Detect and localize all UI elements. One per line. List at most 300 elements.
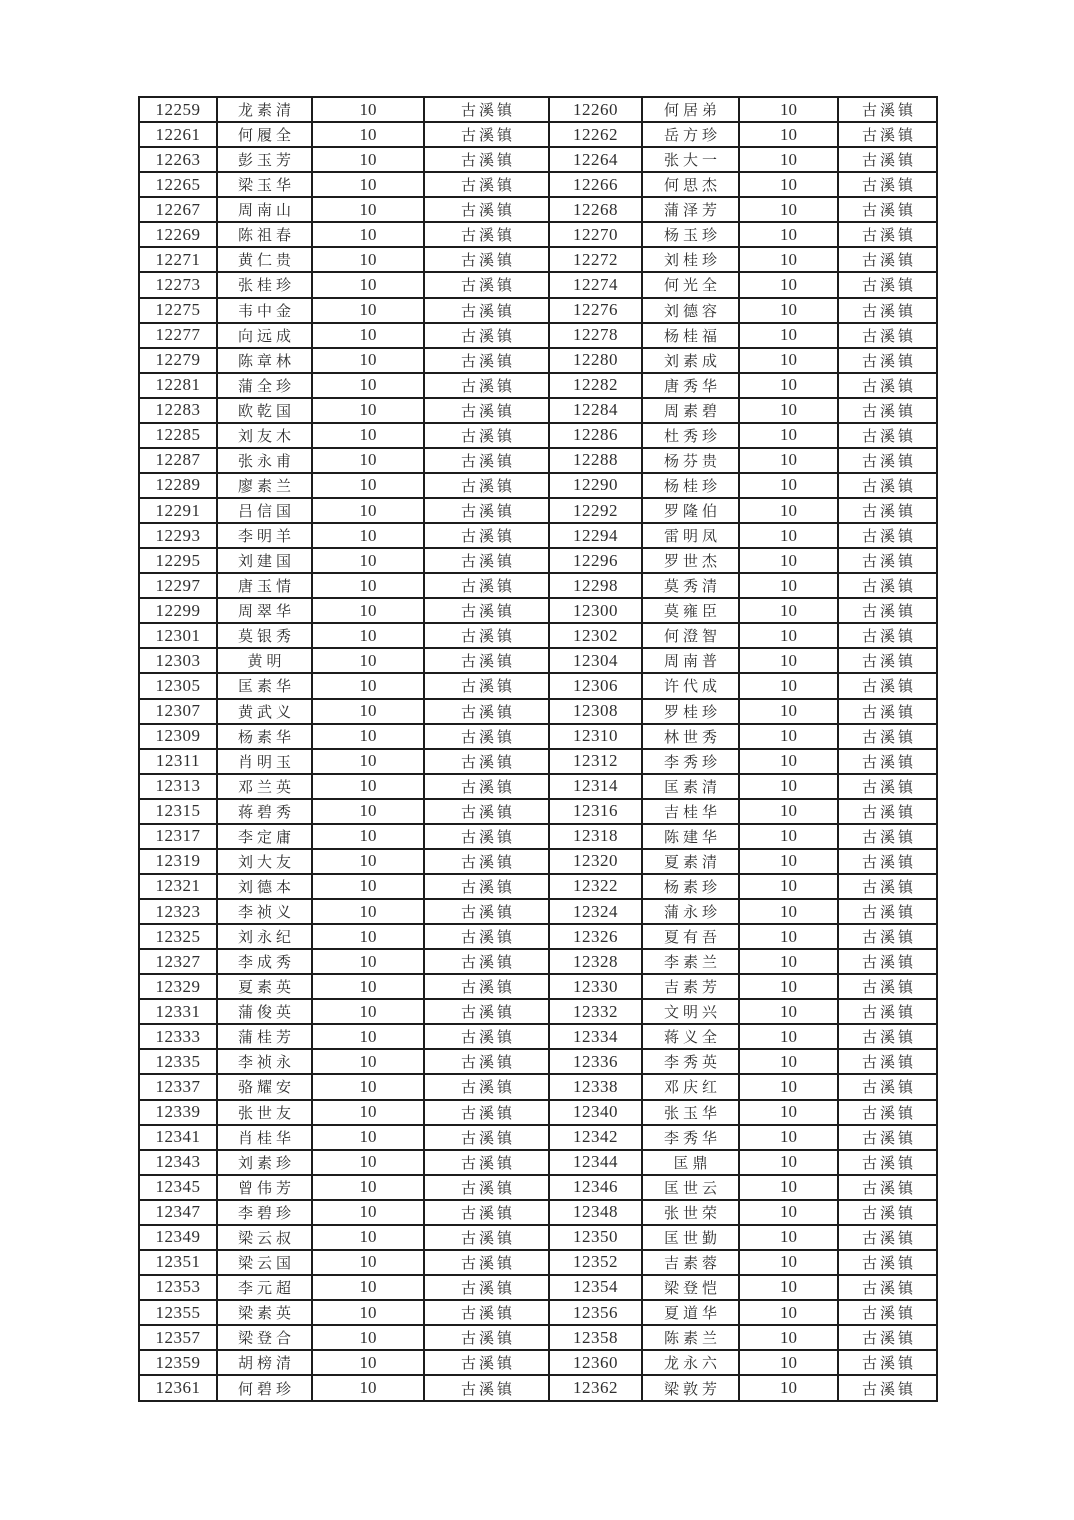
- cell-town: 古溪镇: [424, 323, 549, 348]
- cell-id: 12273: [139, 272, 217, 297]
- cell-amount: 10: [739, 247, 838, 272]
- cell-town: 古溪镇: [838, 398, 937, 423]
- cell-id: 12331: [139, 999, 217, 1024]
- table-row: [139, 448, 937, 473]
- cell-name: 刘永纪: [217, 924, 312, 949]
- cell-town: 古溪镇: [424, 699, 549, 724]
- cell-amount: 10: [739, 598, 838, 623]
- cell-town: 古溪镇: [424, 949, 549, 974]
- cell-amount: 10: [739, 147, 838, 172]
- cell-amount: 10: [312, 348, 424, 373]
- cell-amount: 10: [312, 774, 424, 799]
- cell-name: 莫秀清: [642, 573, 739, 598]
- cell-name: 梁登恺: [642, 1275, 739, 1300]
- cell-amount: 10: [739, 749, 838, 774]
- cell-amount: 10: [739, 1049, 838, 1074]
- cell-id: 12287: [139, 448, 217, 473]
- cell-amount: 10: [312, 573, 424, 598]
- cell-town: 古溪镇: [424, 598, 549, 623]
- cell-id: 12346: [549, 1175, 642, 1200]
- cell-town: 古溪镇: [838, 1275, 937, 1300]
- cell-town: 古溪镇: [838, 122, 937, 147]
- cell-town: 古溪镇: [424, 1049, 549, 1074]
- cell-id: 12293: [139, 523, 217, 548]
- cell-name: 刘建国: [217, 548, 312, 573]
- cell-name: 李碧珍: [217, 1200, 312, 1225]
- cell-id: 12312: [549, 749, 642, 774]
- cell-town: 古溪镇: [424, 1074, 549, 1099]
- cell-town: 古溪镇: [838, 1074, 937, 1099]
- cell-amount: 10: [739, 623, 838, 648]
- cell-amount: 10: [739, 1350, 838, 1375]
- cell-town: 古溪镇: [838, 222, 937, 247]
- table-row: [139, 799, 937, 824]
- cell-name: 杨玉珍: [642, 222, 739, 247]
- cell-amount: 10: [312, 373, 424, 398]
- cell-amount: 10: [312, 298, 424, 323]
- table-row: [139, 1175, 937, 1200]
- table-row: [139, 724, 937, 749]
- table-row: [139, 774, 937, 799]
- cell-id: 12306: [549, 673, 642, 698]
- cell-name: 何光全: [642, 272, 739, 297]
- cell-amount: 10: [739, 949, 838, 974]
- cell-name: 罗世杰: [642, 548, 739, 573]
- cell-town: 古溪镇: [424, 1300, 549, 1325]
- cell-amount: 10: [312, 1150, 424, 1175]
- cell-town: 古溪镇: [838, 724, 937, 749]
- cell-town: 古溪镇: [838, 699, 937, 724]
- cell-amount: 10: [739, 874, 838, 899]
- cell-name: 匡世勤: [642, 1225, 739, 1250]
- cell-amount: 10: [739, 1275, 838, 1300]
- cell-id: 12335: [139, 1049, 217, 1074]
- cell-town: 古溪镇: [424, 1325, 549, 1350]
- cell-name: 莫雍臣: [642, 598, 739, 623]
- cell-name: 彭玉芳: [217, 147, 312, 172]
- cell-name: 刘桂珍: [642, 247, 739, 272]
- cell-name: 蒋碧秀: [217, 799, 312, 824]
- cell-amount: 10: [312, 1225, 424, 1250]
- cell-town: 古溪镇: [424, 849, 549, 874]
- cell-amount: 10: [739, 573, 838, 598]
- cell-name: 刘友木: [217, 423, 312, 448]
- cell-town: 古溪镇: [424, 1275, 549, 1300]
- cell-town: 古溪镇: [838, 1024, 937, 1049]
- cell-name: 李秀英: [642, 1049, 739, 1074]
- cell-id: 12278: [549, 323, 642, 348]
- cell-id: 12262: [549, 122, 642, 147]
- cell-id: 12313: [139, 774, 217, 799]
- cell-amount: 10: [312, 1300, 424, 1325]
- cell-town: 古溪镇: [838, 749, 937, 774]
- cell-town: 古溪镇: [424, 924, 549, 949]
- table-row: [139, 247, 937, 272]
- cell-id: 12279: [139, 348, 217, 373]
- cell-name: 陈祖春: [217, 222, 312, 247]
- table-row: [139, 623, 937, 648]
- cell-amount: 10: [739, 222, 838, 247]
- cell-id: 12320: [549, 849, 642, 874]
- cell-id: 12341: [139, 1125, 217, 1150]
- cell-town: 古溪镇: [424, 298, 549, 323]
- cell-amount: 10: [739, 799, 838, 824]
- cell-id: 12344: [549, 1150, 642, 1175]
- cell-id: 12315: [139, 799, 217, 824]
- cell-amount: 10: [739, 473, 838, 498]
- table-row: [139, 147, 937, 172]
- cell-id: 12275: [139, 298, 217, 323]
- cell-town: 古溪镇: [838, 523, 937, 548]
- cell-amount: 10: [312, 523, 424, 548]
- cell-name: 梁登合: [217, 1325, 312, 1350]
- cell-amount: 10: [739, 1125, 838, 1150]
- cell-id: 12301: [139, 623, 217, 648]
- table-row: [139, 398, 937, 423]
- cell-town: 古溪镇: [424, 623, 549, 648]
- cell-amount: 10: [739, 1100, 838, 1125]
- table-row: [139, 974, 937, 999]
- cell-name: 文明兴: [642, 999, 739, 1024]
- cell-id: 12263: [139, 147, 217, 172]
- cell-name: 龙永六: [642, 1350, 739, 1375]
- cell-name: 韦中金: [217, 298, 312, 323]
- cell-amount: 10: [312, 1250, 424, 1275]
- cell-amount: 10: [312, 247, 424, 272]
- cell-name: 蒲泽芳: [642, 197, 739, 222]
- cell-amount: 10: [312, 874, 424, 899]
- cell-id: 12310: [549, 724, 642, 749]
- cell-id: 12361: [139, 1375, 217, 1401]
- cell-town: 古溪镇: [838, 1375, 937, 1401]
- cell-amount: 10: [739, 97, 838, 122]
- cell-amount: 10: [739, 699, 838, 724]
- cell-town: 古溪镇: [838, 1049, 937, 1074]
- cell-amount: 10: [739, 423, 838, 448]
- cell-id: 12314: [549, 774, 642, 799]
- cell-id: 12304: [549, 648, 642, 673]
- cell-id: 12290: [549, 473, 642, 498]
- cell-town: 古溪镇: [424, 1250, 549, 1275]
- cell-town: 古溪镇: [838, 824, 937, 849]
- cell-town: 古溪镇: [424, 1175, 549, 1200]
- cell-id: 12339: [139, 1100, 217, 1125]
- cell-name: 刘德本: [217, 874, 312, 899]
- cell-town: 古溪镇: [838, 648, 937, 673]
- cell-name: 邓庆红: [642, 1074, 739, 1099]
- cell-town: 古溪镇: [424, 272, 549, 297]
- cell-amount: 10: [312, 323, 424, 348]
- cell-town: 古溪镇: [424, 97, 549, 122]
- cell-amount: 10: [312, 1049, 424, 1074]
- cell-id: 12337: [139, 1074, 217, 1099]
- cell-town: 古溪镇: [838, 1150, 937, 1175]
- cell-amount: 10: [739, 824, 838, 849]
- cell-id: 12334: [549, 1024, 642, 1049]
- cell-name: 蒋义全: [642, 1024, 739, 1049]
- table-row: [139, 523, 937, 548]
- cell-name: 杨素华: [217, 724, 312, 749]
- cell-id: 12325: [139, 924, 217, 949]
- cell-name: 罗桂珍: [642, 699, 739, 724]
- cell-town: 古溪镇: [424, 498, 549, 523]
- cell-id: 12271: [139, 247, 217, 272]
- cell-id: 12288: [549, 448, 642, 473]
- cell-town: 古溪镇: [838, 1300, 937, 1325]
- cell-id: 12354: [549, 1275, 642, 1300]
- cell-name: 何思杰: [642, 172, 739, 197]
- table-row: [139, 1225, 937, 1250]
- cell-id: 12282: [549, 373, 642, 398]
- cell-amount: 10: [739, 999, 838, 1024]
- cell-town: 古溪镇: [424, 1125, 549, 1150]
- cell-town: 古溪镇: [838, 498, 937, 523]
- cell-id: 12327: [139, 949, 217, 974]
- cell-amount: 10: [739, 373, 838, 398]
- cell-id: 12332: [549, 999, 642, 1024]
- cell-town: 古溪镇: [838, 1250, 937, 1275]
- cell-amount: 10: [739, 1300, 838, 1325]
- cell-amount: 10: [739, 1200, 838, 1225]
- cell-amount: 10: [739, 172, 838, 197]
- table-row: [139, 373, 937, 398]
- cell-town: 古溪镇: [838, 473, 937, 498]
- table-row: [139, 1024, 937, 1049]
- cell-name: 李素兰: [642, 949, 739, 974]
- cell-id: 12357: [139, 1325, 217, 1350]
- cell-name: 黄明: [217, 648, 312, 673]
- cell-amount: 10: [312, 623, 424, 648]
- cell-amount: 10: [312, 222, 424, 247]
- cell-id: 12319: [139, 849, 217, 874]
- cell-name: 吉素蓉: [642, 1250, 739, 1275]
- cell-town: 古溪镇: [424, 1200, 549, 1225]
- cell-amount: 10: [312, 423, 424, 448]
- table-row: [139, 197, 937, 222]
- cell-name: 周南山: [217, 197, 312, 222]
- cell-town: 古溪镇: [424, 423, 549, 448]
- table-row: [139, 573, 937, 598]
- cell-amount: 10: [312, 974, 424, 999]
- cell-amount: 10: [312, 1074, 424, 1099]
- cell-name: 唐秀华: [642, 373, 739, 398]
- cell-town: 古溪镇: [838, 247, 937, 272]
- cell-id: 12350: [549, 1225, 642, 1250]
- cell-town: 古溪镇: [838, 1100, 937, 1125]
- cell-id: 12284: [549, 398, 642, 423]
- cell-amount: 10: [312, 473, 424, 498]
- cell-id: 12316: [549, 799, 642, 824]
- cell-id: 12329: [139, 974, 217, 999]
- cell-id: 12343: [139, 1150, 217, 1175]
- cell-amount: 10: [739, 1325, 838, 1350]
- cell-id: 12360: [549, 1350, 642, 1375]
- table-row: [139, 1375, 937, 1401]
- cell-town: 古溪镇: [424, 749, 549, 774]
- cell-town: 古溪镇: [838, 448, 937, 473]
- cell-id: 12358: [549, 1325, 642, 1350]
- cell-amount: 10: [312, 699, 424, 724]
- table-row: [139, 222, 937, 247]
- cell-town: 古溪镇: [838, 298, 937, 323]
- cell-name: 陈建华: [642, 824, 739, 849]
- cell-name: 肖明玉: [217, 749, 312, 774]
- cell-amount: 10: [312, 824, 424, 849]
- cell-name: 匡素清: [642, 774, 739, 799]
- cell-town: 古溪镇: [838, 323, 937, 348]
- cell-name: 李定庸: [217, 824, 312, 849]
- cell-amount: 10: [312, 749, 424, 774]
- table-row: [139, 1350, 937, 1375]
- cell-town: 古溪镇: [424, 147, 549, 172]
- table-row: [139, 899, 937, 924]
- cell-name: 何澄智: [642, 623, 739, 648]
- cell-id: 12280: [549, 348, 642, 373]
- cell-id: 12302: [549, 623, 642, 648]
- cell-name: 吕信国: [217, 498, 312, 523]
- cell-name: 夏素英: [217, 974, 312, 999]
- cell-amount: 10: [312, 999, 424, 1024]
- cell-id: 12322: [549, 874, 642, 899]
- cell-amount: 10: [739, 272, 838, 297]
- cell-name: 张永甫: [217, 448, 312, 473]
- cell-id: 12328: [549, 949, 642, 974]
- cell-id: 12345: [139, 1175, 217, 1200]
- cell-name: 周南普: [642, 648, 739, 673]
- table-row: [139, 1325, 937, 1350]
- cell-name: 何居弟: [642, 97, 739, 122]
- cell-id: 12274: [549, 272, 642, 297]
- cell-id: 12317: [139, 824, 217, 849]
- table-row: [139, 122, 937, 147]
- cell-name: 蒲俊英: [217, 999, 312, 1024]
- cell-town: 古溪镇: [838, 272, 937, 297]
- cell-id: 12261: [139, 122, 217, 147]
- cell-id: 12268: [549, 197, 642, 222]
- cell-town: 古溪镇: [838, 899, 937, 924]
- roster-table: [138, 96, 938, 1402]
- cell-name: 匡素华: [217, 673, 312, 698]
- cell-name: 何碧珍: [217, 1375, 312, 1401]
- cell-town: 古溪镇: [838, 1350, 937, 1375]
- cell-amount: 10: [739, 924, 838, 949]
- cell-id: 12267: [139, 197, 217, 222]
- cell-name: 李祯永: [217, 1049, 312, 1074]
- cell-name: 黄仁贵: [217, 247, 312, 272]
- cell-amount: 10: [739, 348, 838, 373]
- cell-amount: 10: [312, 97, 424, 122]
- cell-amount: 10: [312, 1100, 424, 1125]
- cell-amount: 10: [739, 974, 838, 999]
- cell-name: 杨桂珍: [642, 473, 739, 498]
- cell-town: 古溪镇: [838, 147, 937, 172]
- cell-name: 夏有吾: [642, 924, 739, 949]
- cell-name: 陈素兰: [642, 1325, 739, 1350]
- cell-id: 12305: [139, 673, 217, 698]
- cell-id: 12307: [139, 699, 217, 724]
- cell-town: 古溪镇: [424, 197, 549, 222]
- cell-town: 古溪镇: [424, 673, 549, 698]
- cell-id: 12353: [139, 1275, 217, 1300]
- cell-name: 黄武义: [217, 699, 312, 724]
- cell-id: 12321: [139, 874, 217, 899]
- cell-id: 12272: [549, 247, 642, 272]
- cell-town: 古溪镇: [424, 1225, 549, 1250]
- table-row: [139, 874, 937, 899]
- table-row: [139, 172, 937, 197]
- cell-name: 周翠华: [217, 598, 312, 623]
- cell-town: 古溪镇: [424, 373, 549, 398]
- cell-id: 12338: [549, 1074, 642, 1099]
- cell-amount: 10: [312, 724, 424, 749]
- cell-town: 古溪镇: [838, 849, 937, 874]
- cell-name: 张玉华: [642, 1100, 739, 1125]
- cell-name: 莫银秀: [217, 623, 312, 648]
- cell-town: 古溪镇: [424, 247, 549, 272]
- cell-amount: 10: [312, 1275, 424, 1300]
- cell-name: 龙素清: [217, 97, 312, 122]
- cell-town: 古溪镇: [424, 1350, 549, 1375]
- cell-town: 古溪镇: [424, 573, 549, 598]
- table-row: [139, 924, 937, 949]
- cell-id: 12333: [139, 1024, 217, 1049]
- cell-town: 古溪镇: [838, 1175, 937, 1200]
- cell-town: 古溪镇: [838, 348, 937, 373]
- cell-amount: 10: [312, 1350, 424, 1375]
- table-row: [139, 498, 937, 523]
- table-row: [139, 1150, 937, 1175]
- cell-amount: 10: [312, 1024, 424, 1049]
- cell-id: 12330: [549, 974, 642, 999]
- cell-amount: 10: [312, 197, 424, 222]
- cell-name: 廖素兰: [217, 473, 312, 498]
- cell-id: 12283: [139, 398, 217, 423]
- cell-town: 古溪镇: [838, 774, 937, 799]
- table-row: [139, 999, 937, 1024]
- cell-amount: 10: [739, 398, 838, 423]
- cell-id: 12286: [549, 423, 642, 448]
- cell-name: 匡世云: [642, 1175, 739, 1200]
- cell-id: 12342: [549, 1125, 642, 1150]
- cell-amount: 10: [739, 774, 838, 799]
- cell-id: 12270: [549, 222, 642, 247]
- cell-name: 何履全: [217, 122, 312, 147]
- cell-id: 12311: [139, 749, 217, 774]
- cell-name: 梁敦芳: [642, 1375, 739, 1401]
- cell-id: 12340: [549, 1100, 642, 1125]
- cell-amount: 10: [312, 1375, 424, 1401]
- cell-id: 12303: [139, 648, 217, 673]
- cell-amount: 10: [312, 849, 424, 874]
- cell-amount: 10: [312, 548, 424, 573]
- cell-name: 李祯义: [217, 899, 312, 924]
- table-row: [139, 1275, 937, 1300]
- cell-name: 梁云叔: [217, 1225, 312, 1250]
- table-row: [139, 949, 937, 974]
- cell-town: 古溪镇: [424, 724, 549, 749]
- cell-name: 骆耀安: [217, 1074, 312, 1099]
- cell-amount: 10: [739, 1375, 838, 1401]
- cell-id: 12299: [139, 598, 217, 623]
- table-row: [139, 548, 937, 573]
- cell-name: 周素碧: [642, 398, 739, 423]
- cell-town: 古溪镇: [838, 1325, 937, 1350]
- cell-id: 12260: [549, 97, 642, 122]
- cell-id: 12324: [549, 899, 642, 924]
- cell-amount: 10: [312, 949, 424, 974]
- cell-name: 刘素成: [642, 348, 739, 373]
- cell-id: 12323: [139, 899, 217, 924]
